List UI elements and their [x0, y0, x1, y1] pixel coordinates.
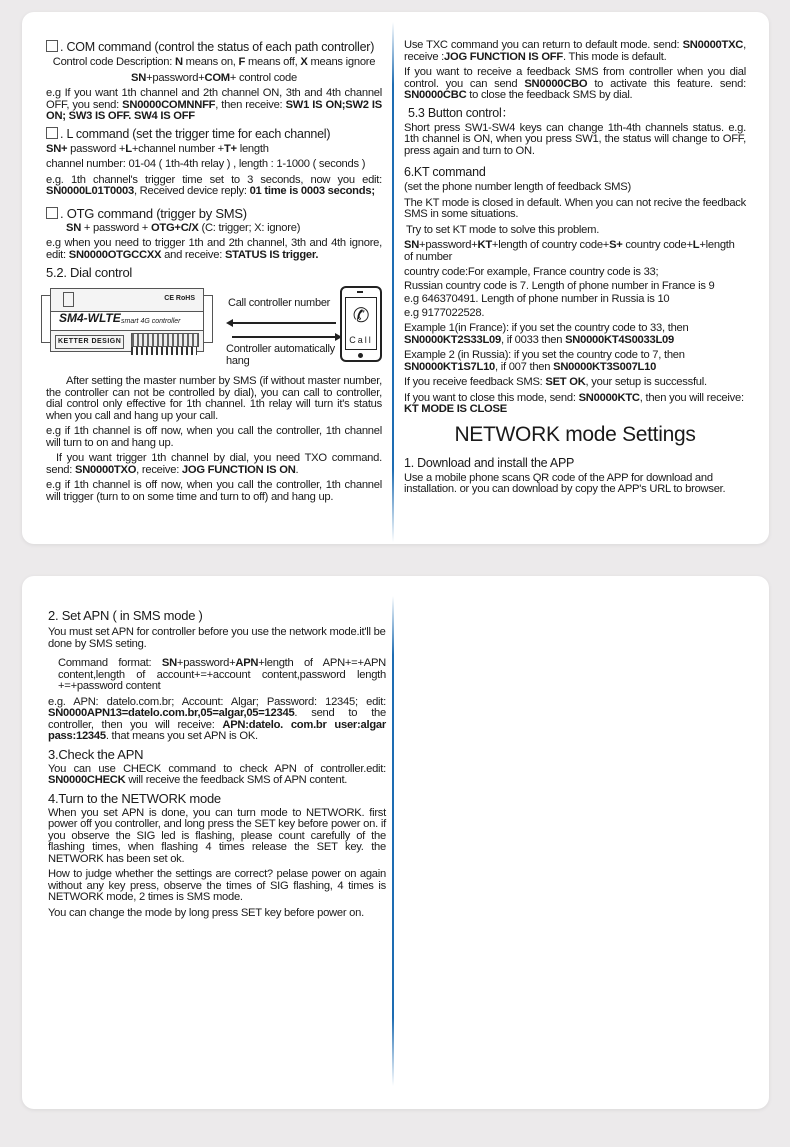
kt-command-format: SN+password+KT+length of country code+S+ country code+L+length of number [404, 239, 735, 263]
arrow-label-hang: Controller automatically hang [226, 343, 335, 367]
kt-subtitle: (set the phone number length of feedback SMS) [404, 181, 631, 193]
device-brand: KETTER DESIGN [55, 335, 124, 349]
network-mode-paragraph-1: When you set APN is done, you can turn mode to NETWORK. first power off you controller, and long press the SET key before power on. if you observe the SIG led is flashing, please count carefully of the flashing times, when flashing 4 times release the SET key. the NETWORK has been set ok. [48, 806, 386, 865]
page1-left-column [46, 40, 382, 507]
column-divider [392, 22, 394, 542]
arrow-right-icon [232, 336, 336, 338]
check-apn-heading: 3.Check the APN [48, 746, 144, 762]
sim-icon [63, 292, 74, 307]
kt-paragraph-2: Try to set KT mode to solve this problem. [406, 223, 600, 236]
certification-mark: CE RoHS [164, 295, 195, 302]
com-control-code-desc: Control code Description: N means on, F means off, X means ignore [52, 56, 376, 68]
kt-country-code-3: e.g 646370491. Length of phone number in Russia is 10 [404, 293, 670, 305]
dial-control-heading: 5.2. Dial control [46, 265, 133, 280]
kt-example-1: Example 1(in France): if you set the country code to 33, then SN0000KT2S33L09, if 0033 then SN0000KT4S0033L09 [404, 322, 689, 346]
network-mode-title: NETWORK mode Settings [454, 422, 696, 446]
kt-country-code-1: country code:For example, France country code is 33; [404, 266, 659, 278]
button-control-paragraph: Short press SW1-SW4 keys can change 1th-4th channels status. e.g. 1th channel is ON, when you press SW1, the status will change to OFF, press again and turn to ON. [404, 121, 746, 157]
device-subtitle: smart 4G controller [121, 318, 181, 325]
dial-paragraph-2: e.g if 1th channel is off now, when you call the controller, 1th channel will turn to on and hang up. [46, 425, 382, 449]
home-button-icon [358, 353, 363, 358]
phone-call-label: Call [349, 334, 373, 345]
otg-command-heading: . OTG command (trigger by SMS) [46, 206, 382, 221]
otg-command-example: e.g when you need to trigger 1th and 2th channel, 3th and 4th ignore, edit: SN0000OTGCCXX and receive: STATUS IS trigger. [46, 237, 382, 261]
network-mode-paragraph-2: How to judge whether the settings are correct? pelase power on again without any key press, observe the times of SIG flashing, 4 times is NETWORK mode, 2 times is SMS mode. [48, 868, 386, 903]
network-mode-heading: 4.Turn to the NETWORK mode [48, 790, 221, 806]
otg-command-format: SN + password + OTG+C/X (C: trigger; X: ignore) [66, 221, 301, 234]
com-example: e.g If you want 1th channel and 2th channel ON, 3th and 4th channel OFF, you send: SN0000COMNNFF, then receive: SW1 IS ON;SW2 IS ON; SW3 IS OFF. SW4 IS OFF [46, 87, 382, 122]
check-apn-paragraph: You can use CHECK command to check APN of controller.edit: SN0000CHECK will receive the feedback SMS of APN content. [48, 762, 386, 786]
txc-paragraph: Use TXC command you can return to default mode. send: SN0000TXC, receive :JOG FUNCTION IS OFF. This mode is default. [404, 39, 746, 63]
phone-illustration [340, 286, 382, 362]
network-mode-paragraph-3: You can change the mode by long press SET key before power on. [48, 906, 364, 919]
kt-set-ok: If you receive feedback SMS: SET OK, your setup is successful. [404, 376, 707, 388]
set-apn-heading: 2. Set APN ( in SMS mode ) [48, 608, 203, 623]
checkbox-icon [46, 40, 58, 52]
l-command-heading: . L command (set the trigger time for each channel) [46, 127, 382, 141]
kt-example-2: Example 2 (in Russia): if you set the country code to 7, then SN0000KT1S7L10, if 007 then SN0000KT3S007L10 [404, 349, 685, 373]
apn-example: e.g. APN: datelo.com.br; Account: Algar; Password: 12345; edit: SN0000APN13=datelo.com.br,05=algar,05=12345. send to the controller, then you will receive: APN:datelo. com.br user:algar pass:12345. that means you set APN is OK. [48, 695, 386, 742]
kt-country-code-2: Russian country code is 7. Length of phone number in France is 9 [404, 279, 715, 292]
manual-page-2 [22, 576, 769, 1109]
kt-country-code-4: e.g 9177022528. [404, 306, 485, 319]
download-app-paragraph: Use a mobile phone scans QR code of the APP for download and installation. or you can download by copy the APP's URL to browser. [404, 471, 726, 495]
terminal-block [131, 347, 197, 355]
column-divider [392, 596, 394, 1086]
dial-control-diagram [46, 282, 382, 370]
l-command-example: e.g. 1th channel's trigger time set to 3 seconds, now you edit: SN0000L01T0003, Received device reply: 01 time is 0003 seconds; [46, 173, 382, 197]
dial-paragraph-3: If you want trigger 1th channel by dial, you need TXO command. send: SN0000TXO, receive: JOG FUNCTION IS ON. [46, 452, 382, 476]
button-control-heading: 5.3 Button control： [408, 105, 514, 120]
controller-device-illustration [50, 288, 204, 352]
page1-right-column [404, 40, 746, 500]
terminal-block [131, 333, 199, 347]
manual-page-1 [22, 12, 769, 544]
set-apn-intro: You must set APN for controller before you use the network mode.it'll be done by SMS seting. [48, 626, 386, 650]
l-command-range: channel number: 01-04 ( 1th-4th relay ) , length : 1-1000 ( seconds ) [46, 158, 366, 170]
page2-left-column [48, 608, 386, 923]
checkbox-icon [46, 207, 58, 219]
com-command-format: SN+password+COM+ control code [131, 71, 297, 84]
kt-command-heading: 6.KT command [404, 165, 486, 179]
arrow-label-call: Call controller number [228, 297, 331, 309]
checkbox-icon [46, 127, 58, 139]
feedback-sms-paragraph: If you want to receive a feedback SMS from controller when you dial control. you can send SN0000CBO to activate this feature. send: SN0000CBC to close the feedback SMS by dial. [404, 66, 746, 101]
apn-command-format: Command format: SN+password+APN+length of APN+=+APN content,length of account+=+account content,password length +=+password content [58, 657, 386, 692]
l-command-format: SN+ password +L+channel number +T+ length [46, 142, 269, 155]
com-command-heading: . COM command (control the status of each path controller) [46, 40, 382, 54]
download-app-heading: 1. Download and install the APP [404, 455, 575, 470]
arrow-left-icon [232, 322, 336, 324]
dial-paragraph-4: e.g if 1th channel is off now, when you call the controller, 1th channel will trigger (turn to on some time and turn to off) and hang up. [46, 479, 382, 503]
phone-call-icon: ✆ [352, 305, 370, 327]
kt-close: If you want to close this mode, send: SN0000KTC, then you will receive: KT MODE IS CLOSE [404, 391, 744, 415]
dial-paragraph-1: After setting the master number by SMS (if without master number, the controller can not be controlled by dial), you can call to controller, dial control only effective for 1th channel. 1th relay will turn it's status when you call and hang up your call. [46, 375, 382, 422]
kt-paragraph-1: The KT mode is closed in default. When you can not recive the feedback SMS in some situations. [404, 196, 746, 220]
device-model: SM4-WLTE [59, 311, 121, 325]
